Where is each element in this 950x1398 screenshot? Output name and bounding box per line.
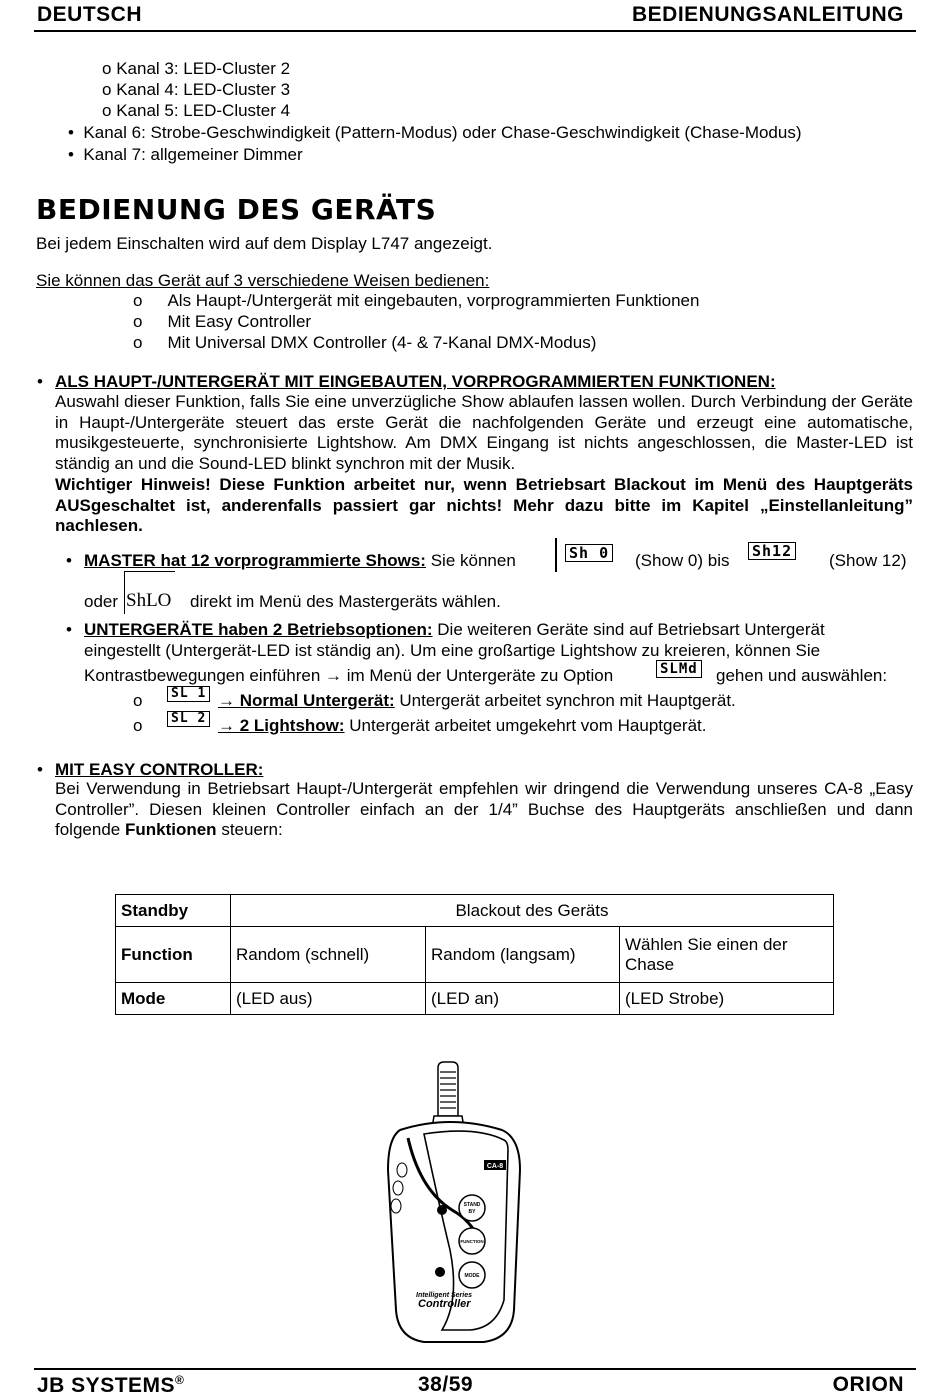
- header-language: DEUTSCH: [37, 3, 143, 26]
- table-cell: Standby: [116, 895, 231, 927]
- header-doc-title: BEDIENUNGSANLEITUNG: [631, 3, 904, 26]
- bullet: •: [66, 551, 72, 570]
- master-shows-tail: direkt im Menü des Mastergeräts wählen.: [190, 592, 501, 611]
- slave-option-normal: → Normal Untergerät: Untergerät arbeitet synchron mit Hauptgerät.: [218, 691, 736, 710]
- lcd-display-showlo: ShLO: [126, 590, 172, 611]
- list-item: o Kanal 5: LED-Cluster 4: [102, 101, 291, 120]
- text-cursor-mark: [555, 538, 557, 572]
- list-item: o Mit Universal DMX Controller (4- & 7-Kanal DMX-Modus): [133, 333, 597, 352]
- table-cell: Wählen Sie einen der Chase: [620, 927, 834, 983]
- table-cell: (LED Strobe): [620, 983, 834, 1015]
- mode-led-icon: [435, 1267, 445, 1277]
- mode-button-label: MODE: [464, 1273, 480, 1279]
- table-cell: Mode: [116, 983, 231, 1015]
- show0-text: (Show 0) bis: [635, 551, 730, 570]
- footer-model: ORION: [832, 1373, 904, 1396]
- slave-modes-line3: Kontrastbewegungen einführen → im Menü der Untergeräte zu Option: [84, 666, 614, 685]
- lcd-display-sl2: SL 2: [167, 711, 210, 727]
- footer-rule: [34, 1368, 916, 1370]
- bullet: •: [37, 760, 43, 779]
- lcd-display-show12: Sh12: [748, 542, 796, 560]
- slave-option-2lightshow: → 2 Lightshow: Untergerät arbeitet umgekehrt vom Hauptgerät.: [218, 716, 707, 735]
- bullet: •: [66, 620, 72, 639]
- oder-text: oder: [84, 592, 119, 611]
- lcd-display-slmd: SLMd: [656, 660, 702, 678]
- table-cell: (LED aus): [231, 983, 426, 1015]
- master-slave-heading: ALS HAUPT-/UNTERGERÄT MIT EINGEBAUTEN, VORPROGRAMMIERTEN FUNKTIONEN:: [55, 372, 776, 391]
- list-item: • Kanal 6: Strobe-Geschwindigkeit (Pattern-Modus) oder Chase-Geschwindigkeit (Chase-Modus): [68, 123, 802, 142]
- slave-modes-line2: eingestellt (Untergerät-LED ist ständig an). Um eine großartige Lightshow zu kreieren, können Sie: [84, 641, 821, 660]
- section-title: BEDIENUNG DES GERÄTS: [36, 193, 437, 226]
- table-cell: Random (langsam): [426, 927, 620, 983]
- standby-button: [459, 1195, 485, 1221]
- list-marker: o: [133, 691, 143, 710]
- device-caption: Intelligent Series: [416, 1292, 473, 1299]
- table-row: [116, 983, 834, 1015]
- list-item: o Kanal 3: LED-Cluster 2: [102, 59, 291, 78]
- table-row: [116, 927, 834, 983]
- master-slave-body: Auswahl dieser Funktion, falls Sie eine unverzügliche Show ablaufen lassen wollen. Durch Verbindung der Geräte in Haupt-/Untergeräte steuert das erste Gerät die nachfolgenden Geräte und erzeugt eine automatische, musikgesteuerte, synchronisierte Lightshow. Am DMX Eingang ist nichts angeschlossen, die Master-LED ist ständig an und die Sound-LED blinkt synchron mit der Musik.: [55, 392, 913, 473]
- slave-modes-line3-tail: gehen und auswählen:: [716, 666, 888, 685]
- header-rule: [34, 30, 916, 32]
- slave-modes-line1: UNTERGERÄTE haben 2 Betriebsoptionen: Die weiteren Geräte sind auf Betriebsart Untergerät: [84, 620, 825, 639]
- bullet: •: [37, 372, 43, 391]
- show12-text: (Show 12): [829, 551, 907, 570]
- easy-controller-body: Bei Verwendung in Betriebsart Haupt-/Untergerät empfehlen wir dringend die Verwendung unseres CA-8 „Easy Controller”. Diesen kleinen Controller einfach an der 1/4” Buchse des Hauptgeräts anschließen und dann folgende Funktionen steuern:: [55, 779, 913, 840]
- list-item: • Kanal 7: allgemeiner Dimmer: [68, 145, 303, 164]
- device-caption: Controller: [418, 1298, 471, 1310]
- master-shows-line: MASTER hat 12 vorprogrammierte Shows: Sie können: [84, 551, 516, 570]
- table-cell: (LED an): [426, 983, 620, 1015]
- easy-controller-illustration: [380, 1060, 530, 1350]
- standby-button-label: BY: [468, 1209, 476, 1215]
- table-row: [116, 895, 834, 927]
- master-slave-warning: Wichtiger Hinweis! Diese Funktion arbeitet nur, wenn Betriebsart Blackout im Menü des Hauptgeräts AUSgeschaltet ist, anderenfalls passiert gar nichts! Mehr dazu bitte im Kapitel „Einstellanleitung” nachlesen.: [55, 475, 913, 536]
- intro-text: Bei jedem Einschalten wird auf dem Display L747 angezeigt.: [36, 234, 493, 253]
- standby-led-icon: [437, 1205, 447, 1215]
- controller-functions-table: [115, 894, 834, 1015]
- table-cell: Blackout des Geräts: [231, 895, 834, 927]
- lcd-display-sl1: SL 1: [167, 686, 210, 702]
- standby-button-label: STAND: [463, 1202, 481, 1208]
- table-cell: Random (schnell): [231, 927, 426, 983]
- lcd-display-show0: Sh 0: [565, 544, 613, 562]
- model-badge-text: CA-8: [486, 1163, 504, 1170]
- list-item: o Mit Easy Controller: [133, 312, 312, 331]
- ways-heading: Sie können das Gerät auf 3 verschiedene Weisen bedienen:: [36, 271, 490, 290]
- list-item: o Kanal 4: LED-Cluster 3: [102, 80, 291, 99]
- easy-controller-heading: MIT EASY CONTROLLER:: [55, 760, 264, 779]
- list-item: o Als Haupt-/Untergerät mit eingebauten, vorprogrammierten Funktionen: [133, 291, 700, 310]
- page-number: 38/59: [418, 1373, 474, 1396]
- function-button-label: FUNCTION: [460, 1239, 484, 1244]
- footer-brand: JB SYSTEMS®: [37, 1373, 185, 1397]
- cable-icon: [432, 1062, 464, 1128]
- list-marker: o: [133, 716, 143, 735]
- table-cell: Function: [116, 927, 231, 983]
